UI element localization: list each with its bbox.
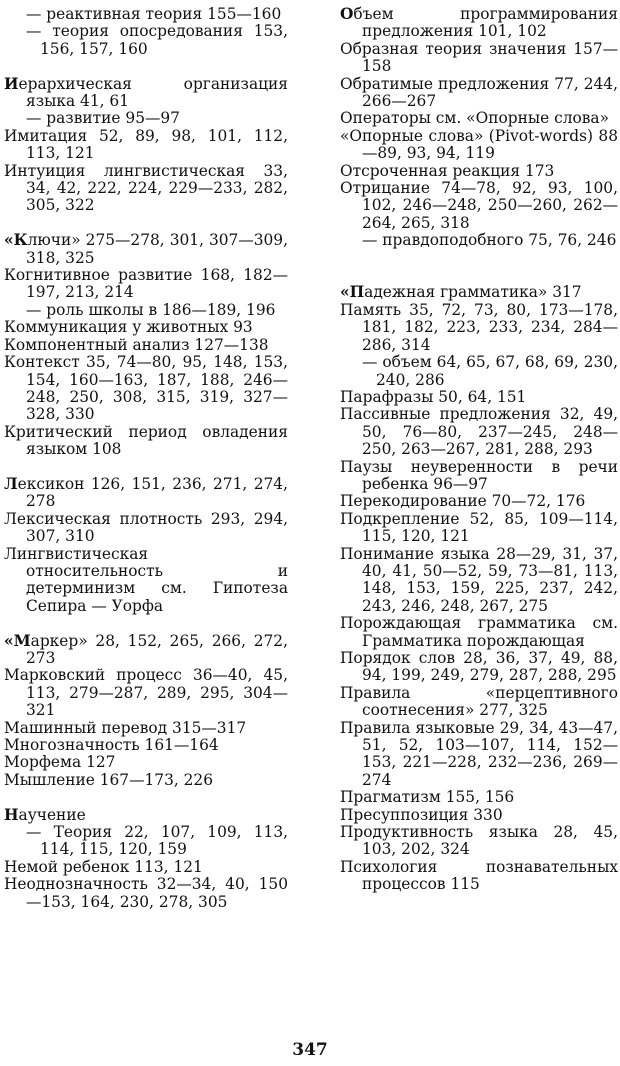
index-entry-text: Продуктивность языка 28, 45, 103, 202, 324	[340, 823, 618, 859]
section-gap	[4, 789, 288, 806]
index-entry	[4, 772, 288, 789]
index-entry-text: Парафразы 50, 64, 151	[340, 387, 527, 406]
index-entry-text: Обратимые предложения 77, 244, 266—267	[340, 74, 618, 111]
index-entry-text: Перекодирование 70—72, 176	[340, 492, 586, 511]
index-entry-text: — Теория 22, 107, 109, 113, 114, 115, 120, 159	[26, 823, 288, 859]
index-entry	[4, 76, 288, 111]
section-initial-letter: «М	[4, 631, 31, 650]
index-entry-text: — роль школы в 186—189, 196	[26, 300, 276, 319]
index-subentry	[4, 6, 288, 23]
index-entry	[340, 406, 618, 458]
index-entry	[4, 319, 288, 336]
index-entry-text: Прагматизм 155, 156	[340, 788, 515, 807]
index-entry	[340, 389, 618, 406]
index-entry-text: Имитация 52, 89, 98, 101, 112, 113, 121	[4, 126, 288, 163]
index-entry-text: Лексическая плотность 293, 294, 307, 310	[4, 509, 288, 546]
index-entry	[340, 789, 618, 806]
index-entry-text: Машинный перевод 315—317	[4, 718, 247, 737]
index-entry-text: Понимание языка 28—29, 31, 37, 40, 41, 50—52, 59, 73—81, 113, 148, 153, 159, 225, 237, 242, 243, 246, 248, 267, 275	[340, 544, 618, 615]
index-entry-text: Немой ребенок 113, 121	[4, 857, 203, 876]
index-entry-text: Контекст 35, 74—80, 95, 148, 153, 154, 160—163, 187, 188, 246—248, 250, 308, 315, 319, 327—328, 330	[4, 353, 288, 424]
index-entry	[340, 720, 618, 790]
section-initial-letter: Л	[4, 474, 18, 493]
index-subentry	[340, 232, 618, 249]
index-entry	[4, 163, 288, 215]
index-entry-text: Отсроченная реакция 173	[340, 161, 555, 180]
index-subentry	[4, 23, 288, 58]
index-entry-text: Морфема 127	[4, 753, 116, 772]
section-gap	[4, 215, 288, 232]
index-entry-text: аучение	[18, 805, 86, 824]
index-entry-text: Психология познавательных процессов 115	[340, 857, 618, 894]
index-entry-text: Порядок слов 28, 36, 37, 49, 88, 94, 199, 249, 279, 287, 288, 295	[340, 649, 618, 685]
index-entry-text: Марковский процесс 36—40, 45, 113, 279—287, 289, 295, 304—321	[4, 666, 288, 720]
index-entry	[4, 720, 288, 737]
index-entry	[340, 128, 618, 163]
index-entry-text: Паузы неуверенности в речи ребенка 96—97	[340, 457, 618, 493]
index-entry-text: Отрицание 74—78, 92, 93, 100, 102, 246—248, 250—260, 262—264, 265, 318	[340, 179, 618, 232]
section-initial-letter: «К	[4, 231, 28, 250]
index-entry	[340, 163, 618, 180]
index-entry	[4, 754, 288, 771]
index-entry-text: Пресуппозиция 330	[340, 805, 503, 824]
section-initial-letter: И	[4, 74, 19, 93]
index-entry	[340, 615, 618, 650]
index-entry	[340, 546, 618, 616]
index-entry-text: «Опорные слова» (Pivot-words) 88—89, 93, 94, 119	[340, 126, 618, 163]
index-entry	[340, 493, 618, 510]
index-entry	[340, 41, 618, 76]
index-entry-text: Образная теория значения 157—158	[340, 39, 618, 76]
index-entry-text: Интуиция лингвистическая 33, 34, 42, 222, 224, 229—233, 282, 305, 322	[4, 161, 288, 215]
index-entry	[340, 76, 618, 111]
index-entry	[340, 859, 618, 894]
index-entry	[340, 6, 618, 41]
index-entry	[4, 876, 288, 911]
index-entry-text: Порождающая грамматика см. Грамматика порождающая	[340, 614, 618, 650]
index-entry	[340, 824, 618, 859]
section-gap	[4, 615, 288, 632]
index-entry	[4, 232, 288, 267]
index-entry-text: — реактивная теория 155—160	[26, 5, 282, 23]
index-entry-text: Правила языковые 29, 34, 43—47, 51, 52, 103—107, 114, 152—153, 221—228, 232—236, 269—274	[340, 718, 618, 789]
index-entry	[4, 267, 288, 302]
index-column-left	[4, 6, 288, 911]
index-entry-text: Компонентный анализ 127—138	[4, 335, 269, 354]
index-entry	[4, 667, 288, 719]
index-entry	[4, 128, 288, 163]
section-gap	[340, 250, 618, 285]
index-entry-text: Пассивные предложения 32, 49, 50, 76—80, 237—245, 248—250, 263—267, 281, 288, 293	[340, 405, 618, 459]
index-entry-text: — правдоподобного 75, 76, 246	[362, 231, 617, 250]
index-entry	[340, 302, 618, 354]
index-entry	[4, 476, 288, 511]
index-entry-text: Правила «перцептивного соотнесения» 277, 325	[340, 683, 618, 720]
index-entry-text: Многозначность 161—164	[4, 736, 219, 754]
index-entry-text: Лингвистическая относительность и детерминизм см. Гипотеза Сепира — Уорфа	[4, 544, 288, 615]
index-entry-text: Память 35, 72, 73, 80, 173—178, 181, 182, 223, 233, 234, 284—286, 314	[340, 300, 618, 354]
index-entry-text: — теория опосредования 153, 156, 157, 160	[26, 22, 288, 58]
index-entry-text: ексикон 126, 151, 236, 271, 274, 278	[17, 474, 288, 511]
index-entry-text: — объем 64, 65, 67, 68, 69, 230, 240, 286	[362, 353, 618, 389]
index-subentry	[4, 824, 288, 859]
index-column-right	[340, 6, 618, 894]
index-entry	[340, 650, 618, 685]
index-entry-text: лючи» 275—278, 301, 307—309, 318, 325	[26, 231, 288, 267]
index-entry-text: ерархическая организация языка 41, 61	[18, 74, 288, 111]
index-entry	[340, 459, 618, 494]
index-entry	[4, 633, 288, 668]
index-entry-text: Подкрепление 52, 85, 109—114, 115, 120, 121	[340, 509, 618, 546]
index-entry-text: Критический период овладения языком 108	[4, 422, 288, 459]
index-entry	[4, 424, 288, 459]
section-gap	[4, 459, 288, 476]
index-entry	[340, 685, 618, 720]
index-entry-text: — развитие 95—97	[26, 109, 180, 128]
index-entry-text: Неоднозначность 32—34, 40, 150—153, 164, 230, 278, 305	[4, 875, 288, 911]
page-number: 347	[292, 1040, 328, 1060]
index-entry-text: бъем программирования предложения 101, 102	[353, 5, 618, 41]
section-initial-letter: Н	[4, 805, 19, 824]
index-entry	[4, 807, 288, 824]
index-entry	[4, 546, 288, 616]
index-entry	[340, 110, 618, 127]
index-entry-text: Когнитивное развитие 168, 182—197, 213, 214	[4, 266, 288, 302]
section-initial-letter: «П	[340, 283, 365, 302]
index-entry	[340, 284, 618, 301]
index-entry	[4, 354, 288, 424]
section-gap	[4, 58, 288, 75]
index-entry	[4, 337, 288, 354]
index-entry	[340, 511, 618, 546]
index-entry	[340, 180, 618, 232]
index-subentry	[4, 302, 288, 319]
index-entry	[4, 859, 288, 876]
index-entry	[340, 807, 618, 824]
index-entry-text: аркер» 28, 152, 265, 266, 272, 273	[26, 631, 288, 667]
section-initial-letter: О	[340, 5, 354, 23]
index-entry-text: адежная грамматика» 317	[364, 283, 582, 302]
index-entry	[4, 737, 288, 754]
index-entry-text: Мышление 167—173, 226	[4, 770, 214, 789]
index-entry	[4, 511, 288, 546]
index-entry-text: Коммуникация у животных 93	[4, 318, 253, 337]
index-subentry	[4, 110, 288, 127]
index-entry-text: Операторы см. «Опорные слова»	[340, 109, 609, 128]
index-subentry	[340, 354, 618, 389]
